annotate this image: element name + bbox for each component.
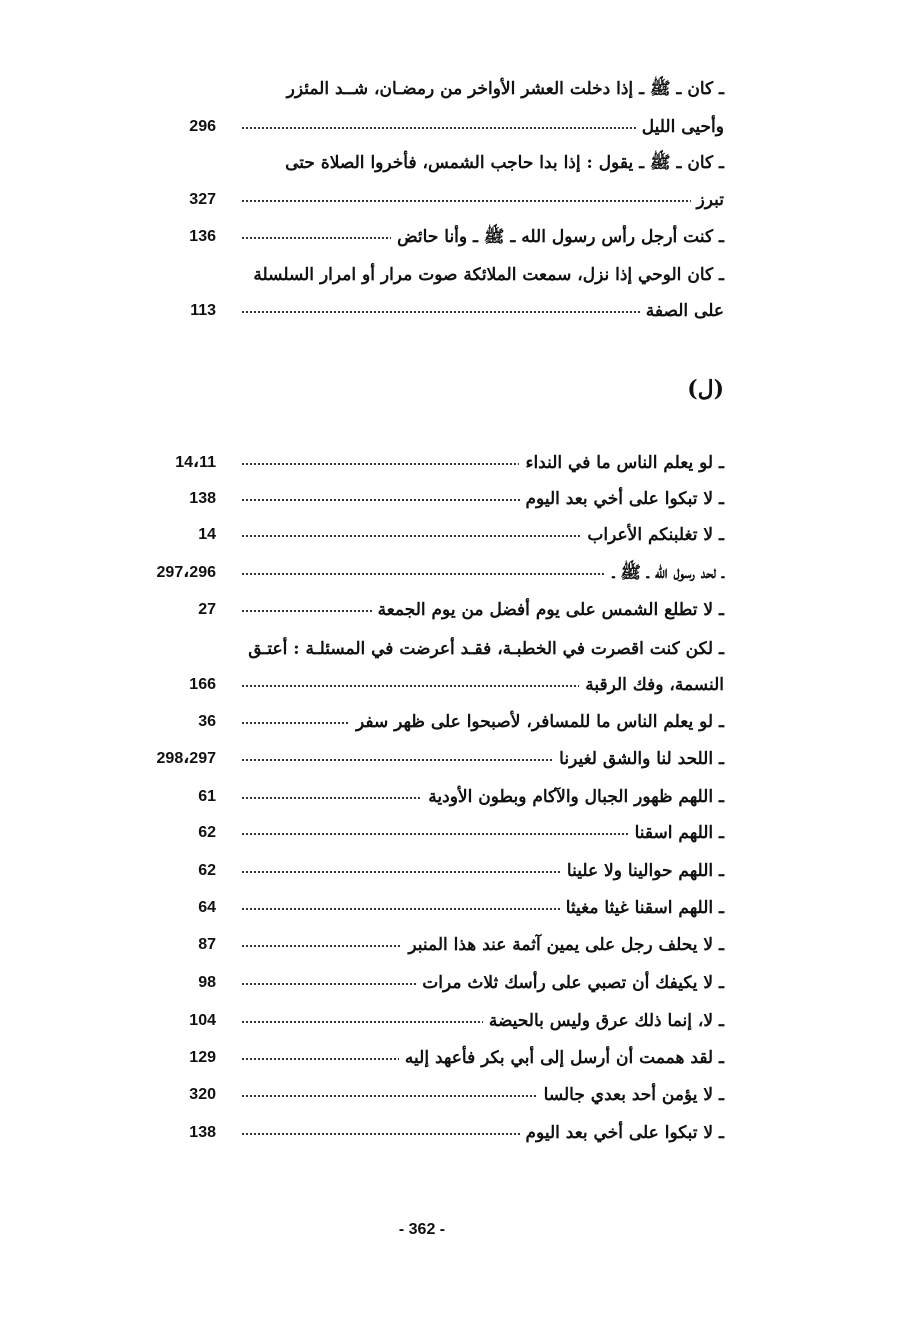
entry-line (130, 72, 724, 106)
entry-page: 62 (198, 824, 216, 841)
entry-text: ـ اللهم اسقنا (629, 816, 724, 850)
entry-line (130, 705, 724, 739)
entry-page: 61 (198, 788, 216, 805)
entry-page: 327 (189, 191, 216, 208)
entry-text: تبرز (691, 183, 724, 217)
entry-text: ـ لو يعلم الناس ما للمسافر، لأصبحوا على ظهر سفر (350, 705, 724, 739)
entry-text: ـ لا تبكوا على أخي بعد اليوم (520, 482, 724, 516)
entry-text: ـ لا يحلف رجل على يمين آثمة عند هذا المنبر (402, 928, 724, 962)
entry-page: 136 (189, 228, 216, 245)
entry-line (130, 556, 724, 590)
entry-line (130, 220, 724, 254)
entry-page: 14 (198, 526, 216, 543)
entry-line (130, 1041, 724, 1075)
entry-page: 87 (198, 936, 216, 953)
entry-text: ـ لكن كنت اقصرت في الخطبـة، فقـد أعرضت في المسئلـة : أعتـق (248, 632, 724, 666)
entry-text: ـ كنت أرجل رأس رسول الله ـ ﷺ ـ وأنا حائض (391, 220, 724, 254)
section-heading: (ل) (687, 376, 724, 402)
entry-text: ـ لقد هممت أن أرسل إلى أبي بكر فأعهد إليه (399, 1041, 724, 1075)
entry-page: 298،297 (156, 750, 216, 767)
entry-line (130, 258, 724, 292)
entry-page: 62 (198, 862, 216, 879)
entry-text: على الصفة (640, 294, 724, 328)
entry-text: ـ لا يكيفك أن تصبي على رأسك ثلاث مرات (416, 966, 724, 1000)
entry-page: 64 (198, 899, 216, 916)
entry-page: 27 (198, 601, 216, 618)
entry-text: ـ اللحد لنا والشق لغيرنا (553, 742, 724, 776)
entry-line (130, 780, 724, 814)
entry-page: 297،296 (156, 564, 216, 581)
entry-line (130, 668, 724, 702)
entry-text: ـ كان الوحي إذا نزل، سمعت الملائكة صوت مرار أو امرار السلسلة (253, 258, 724, 292)
entry-text: ـ لا تطلع الشمس على يوم أفضل من يوم الجمعة (372, 593, 724, 627)
entry-page: 138 (189, 1124, 216, 1141)
entry-line (130, 854, 724, 888)
entry-text: ـ لا، إنما ذلك عرق وليس بالحيضة (483, 1004, 724, 1038)
entry-line (130, 183, 724, 217)
entry-text: ـ اللهم ظهور الجبال والآكام وبطون الأودية (422, 780, 724, 814)
entry-page: 129 (189, 1049, 216, 1066)
entry-text: ـ اللهم اسقنا غيثا مغيثا (560, 891, 724, 925)
entry-line (130, 966, 724, 1000)
entry-text: ـ لو يعلم الناس ما في النداء (519, 446, 724, 480)
entry-line (130, 1004, 724, 1038)
entry-line (130, 593, 724, 627)
entry-line (130, 294, 724, 328)
entry-page: 166 (189, 676, 216, 693)
entry-text: ـ لحد رسول الله ـ ﷺ ـ (606, 556, 724, 590)
entry-page: 14،11 (175, 454, 216, 471)
entry-line (130, 1078, 724, 1112)
entry-page: 104 (189, 1012, 216, 1029)
entry-text: ـ لا تغلبنكم الأعراب (581, 518, 724, 552)
entry-line (130, 891, 724, 925)
entry-page: 36 (198, 713, 216, 730)
entry-line (130, 632, 724, 666)
dot-leader (242, 200, 720, 202)
entry-text: وأحيى الليل (636, 110, 724, 144)
entry-line (130, 146, 724, 180)
entry-page: 113 (190, 302, 216, 319)
entry-line (130, 928, 724, 962)
entry-line (130, 482, 724, 516)
entry-line (130, 1116, 724, 1150)
entry-line (130, 446, 724, 480)
entry-text: ـ اللهم حوالينا ولا علينا (561, 854, 724, 888)
entry-line (130, 742, 724, 776)
entry-line (130, 816, 724, 850)
entry-text: ـ كان ـ ﷺ ـ إذا دخلت العشر الأواخر من رمضـان، شــد المئزر (287, 72, 724, 106)
entry-text: ـ لا يؤمن أحد بعدي جالسا (538, 1078, 724, 1112)
entry-line (130, 110, 724, 144)
entry-text: ـ كان ـ ﷺ ـ يقول : إذا بدا حاجب الشمس، فأخروا الصلاة حتى (285, 146, 724, 180)
entry-page: 296 (189, 118, 216, 135)
entry-page: 98 (198, 974, 216, 991)
entry-page: 320 (189, 1086, 216, 1103)
entry-page: 138 (189, 490, 216, 507)
entry-line (130, 518, 724, 552)
entry-text: ـ لا تبكوا على أخي بعد اليوم (520, 1116, 724, 1150)
page-number: - 362 - (398, 1221, 446, 1238)
entry-text: النسمة، وفك الرقبة (579, 668, 724, 702)
